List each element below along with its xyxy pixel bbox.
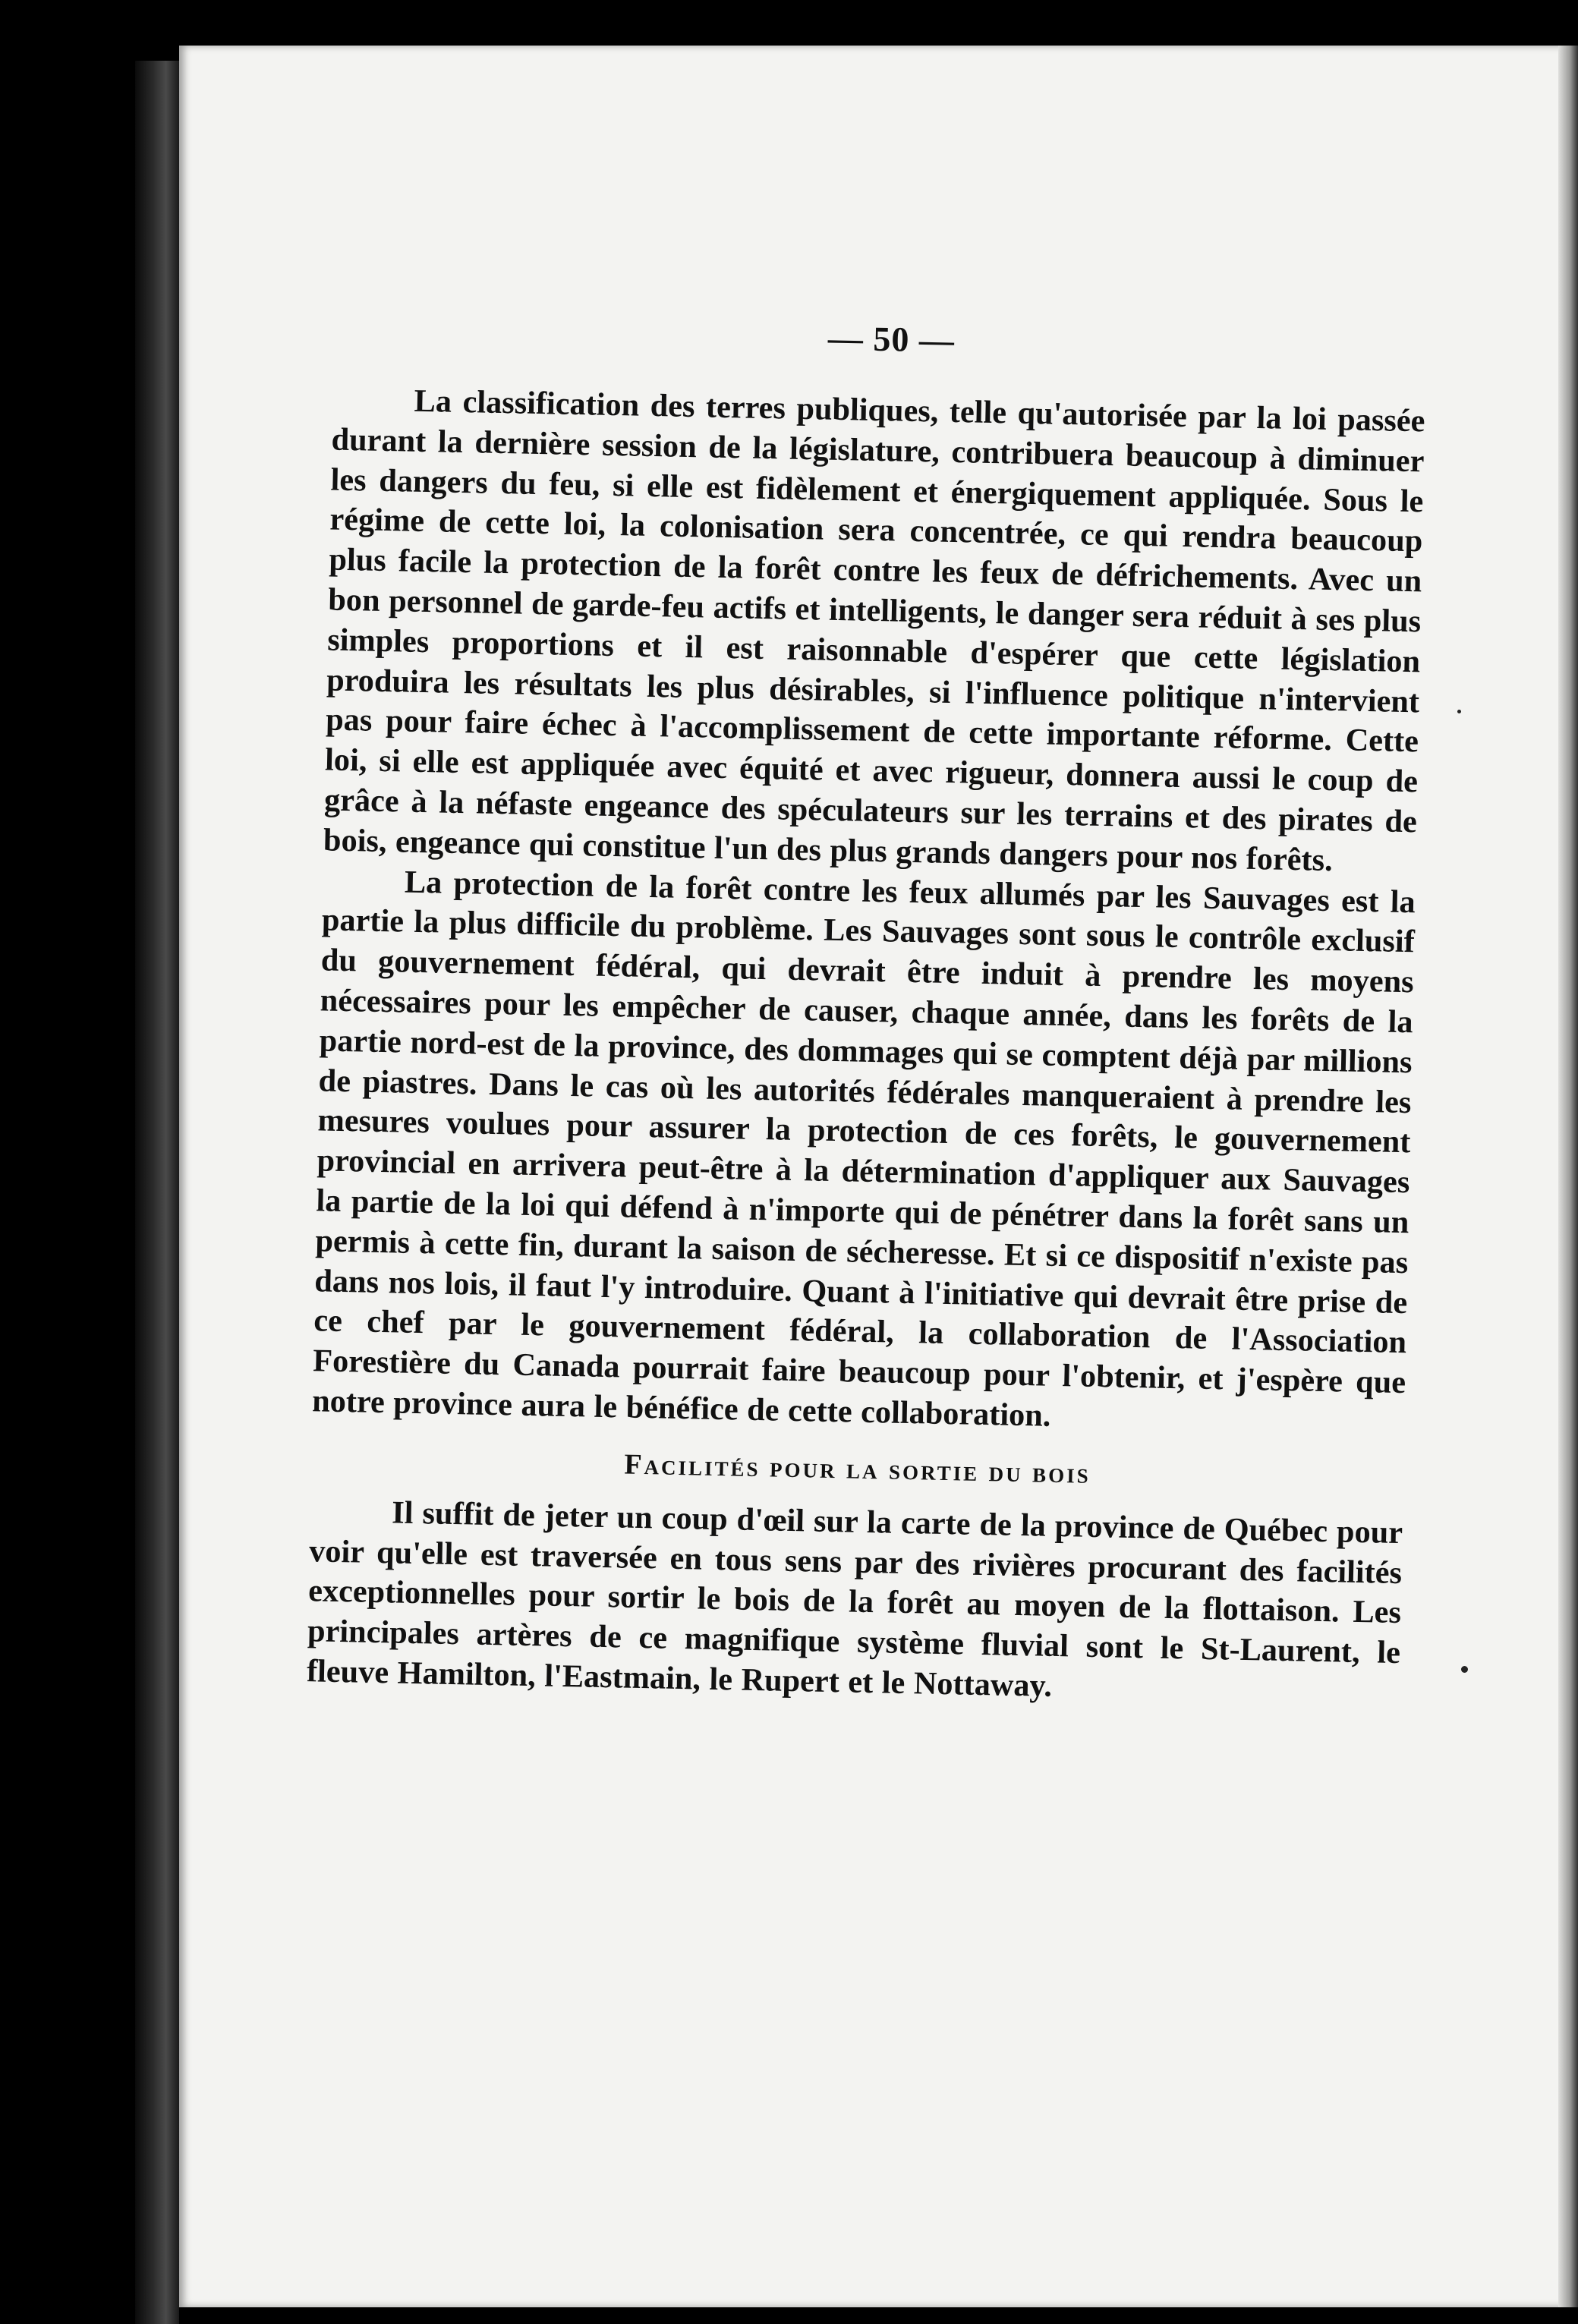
paragraph-land-classification: La classification des terres publiques, telle qu'autorisée par la loi passée durant la dernière session de la législature, contribuera beaucoup à diminuer les dangers du feu, si elle est fidèlement et énergiquement appliquée. Sous le régime de cette loi, la colonisation sera concentrée, ce qui rendra beaucoup plus facile la protection de la forêt contre les feux de défrichements. Avec un bon personnel de garde-feu actifs et intelligents, le danger sera réduit à ses plus simples proportions et il est raisonnable d'espérer que cette législation produira les résultats les plus désirables, si l'influence politique n'intervient pas pour faire échec à l'accomplissement de cette importante réforme. Cette loi, si elle est appliquée avec équité et avec rigueur, donnera aussi le coup de grâce à la néfaste engeance des spéculateurs sur les terrains et des pirates de bois, engeance qui constitue l'un des plus grands dangers pour nos forêts. xyxy=(323,383,1425,878)
margin-speck xyxy=(1457,710,1461,713)
page-content xyxy=(307,308,1427,1714)
section-heading: Facilités pour la sortie du bois xyxy=(624,1448,1091,1490)
paragraph-forest-protection: La protection de la forêt contre les feux allumés par les Sauvages est la partie la plus difficile du problème. Les Sauvages sont sous le contrôle exclusif du gouvernement fédéral, qui devrait être induit à prendre les moyens nécessaires pour les empêcher de causer, chaque année, dans les forêts de la partie nord-est de la province, des dommages qui se comptent déjà par millions de piastres. Dans le cas où les autorités fédérales manqueraient à prendre les mesures voulues pour assurer la protection de ces forêts, le gouvernement provincial en arrivera peut-être à la détermination d'appliquer aux Sauvages la partie de la loi qui défend à n'importe qui de pénétrer dans la forêt sans un permis à cette fin, durant la saison de sécheresse. Et si ce dispositif n'existe pas dans nos lois, il faut l'y introduire. Quant à l'initiative qui devrait être prise de ce chef par le gouvernement fédéral, la collaboration de l'Association Forestière du Canada pourrait faire beaucoup pour l'obtenir, et j'espère que notre province aura le bénéfice de cette collaboration. xyxy=(311,864,1416,1434)
margin-speck xyxy=(1461,1666,1468,1673)
page-edge xyxy=(1558,46,1578,2307)
page-number: — 50 — xyxy=(827,318,956,360)
book-binding xyxy=(135,61,179,2324)
paragraph-timber-transport: Il suffit de jeter un coup d'œil sur la carte de la province de Québec pour voir qu'elle est traversée en tous sens par des rivières procurant des facilités exceptionnelles pour sortir le bois de la forêt au moyen de la flottaison. Les principales artères de ce magnifique système fluvial sont le St-Laurent, le fleuve Hamilton, l'Eastmain, le Rupert et le Nottaway. xyxy=(306,1494,1403,1704)
